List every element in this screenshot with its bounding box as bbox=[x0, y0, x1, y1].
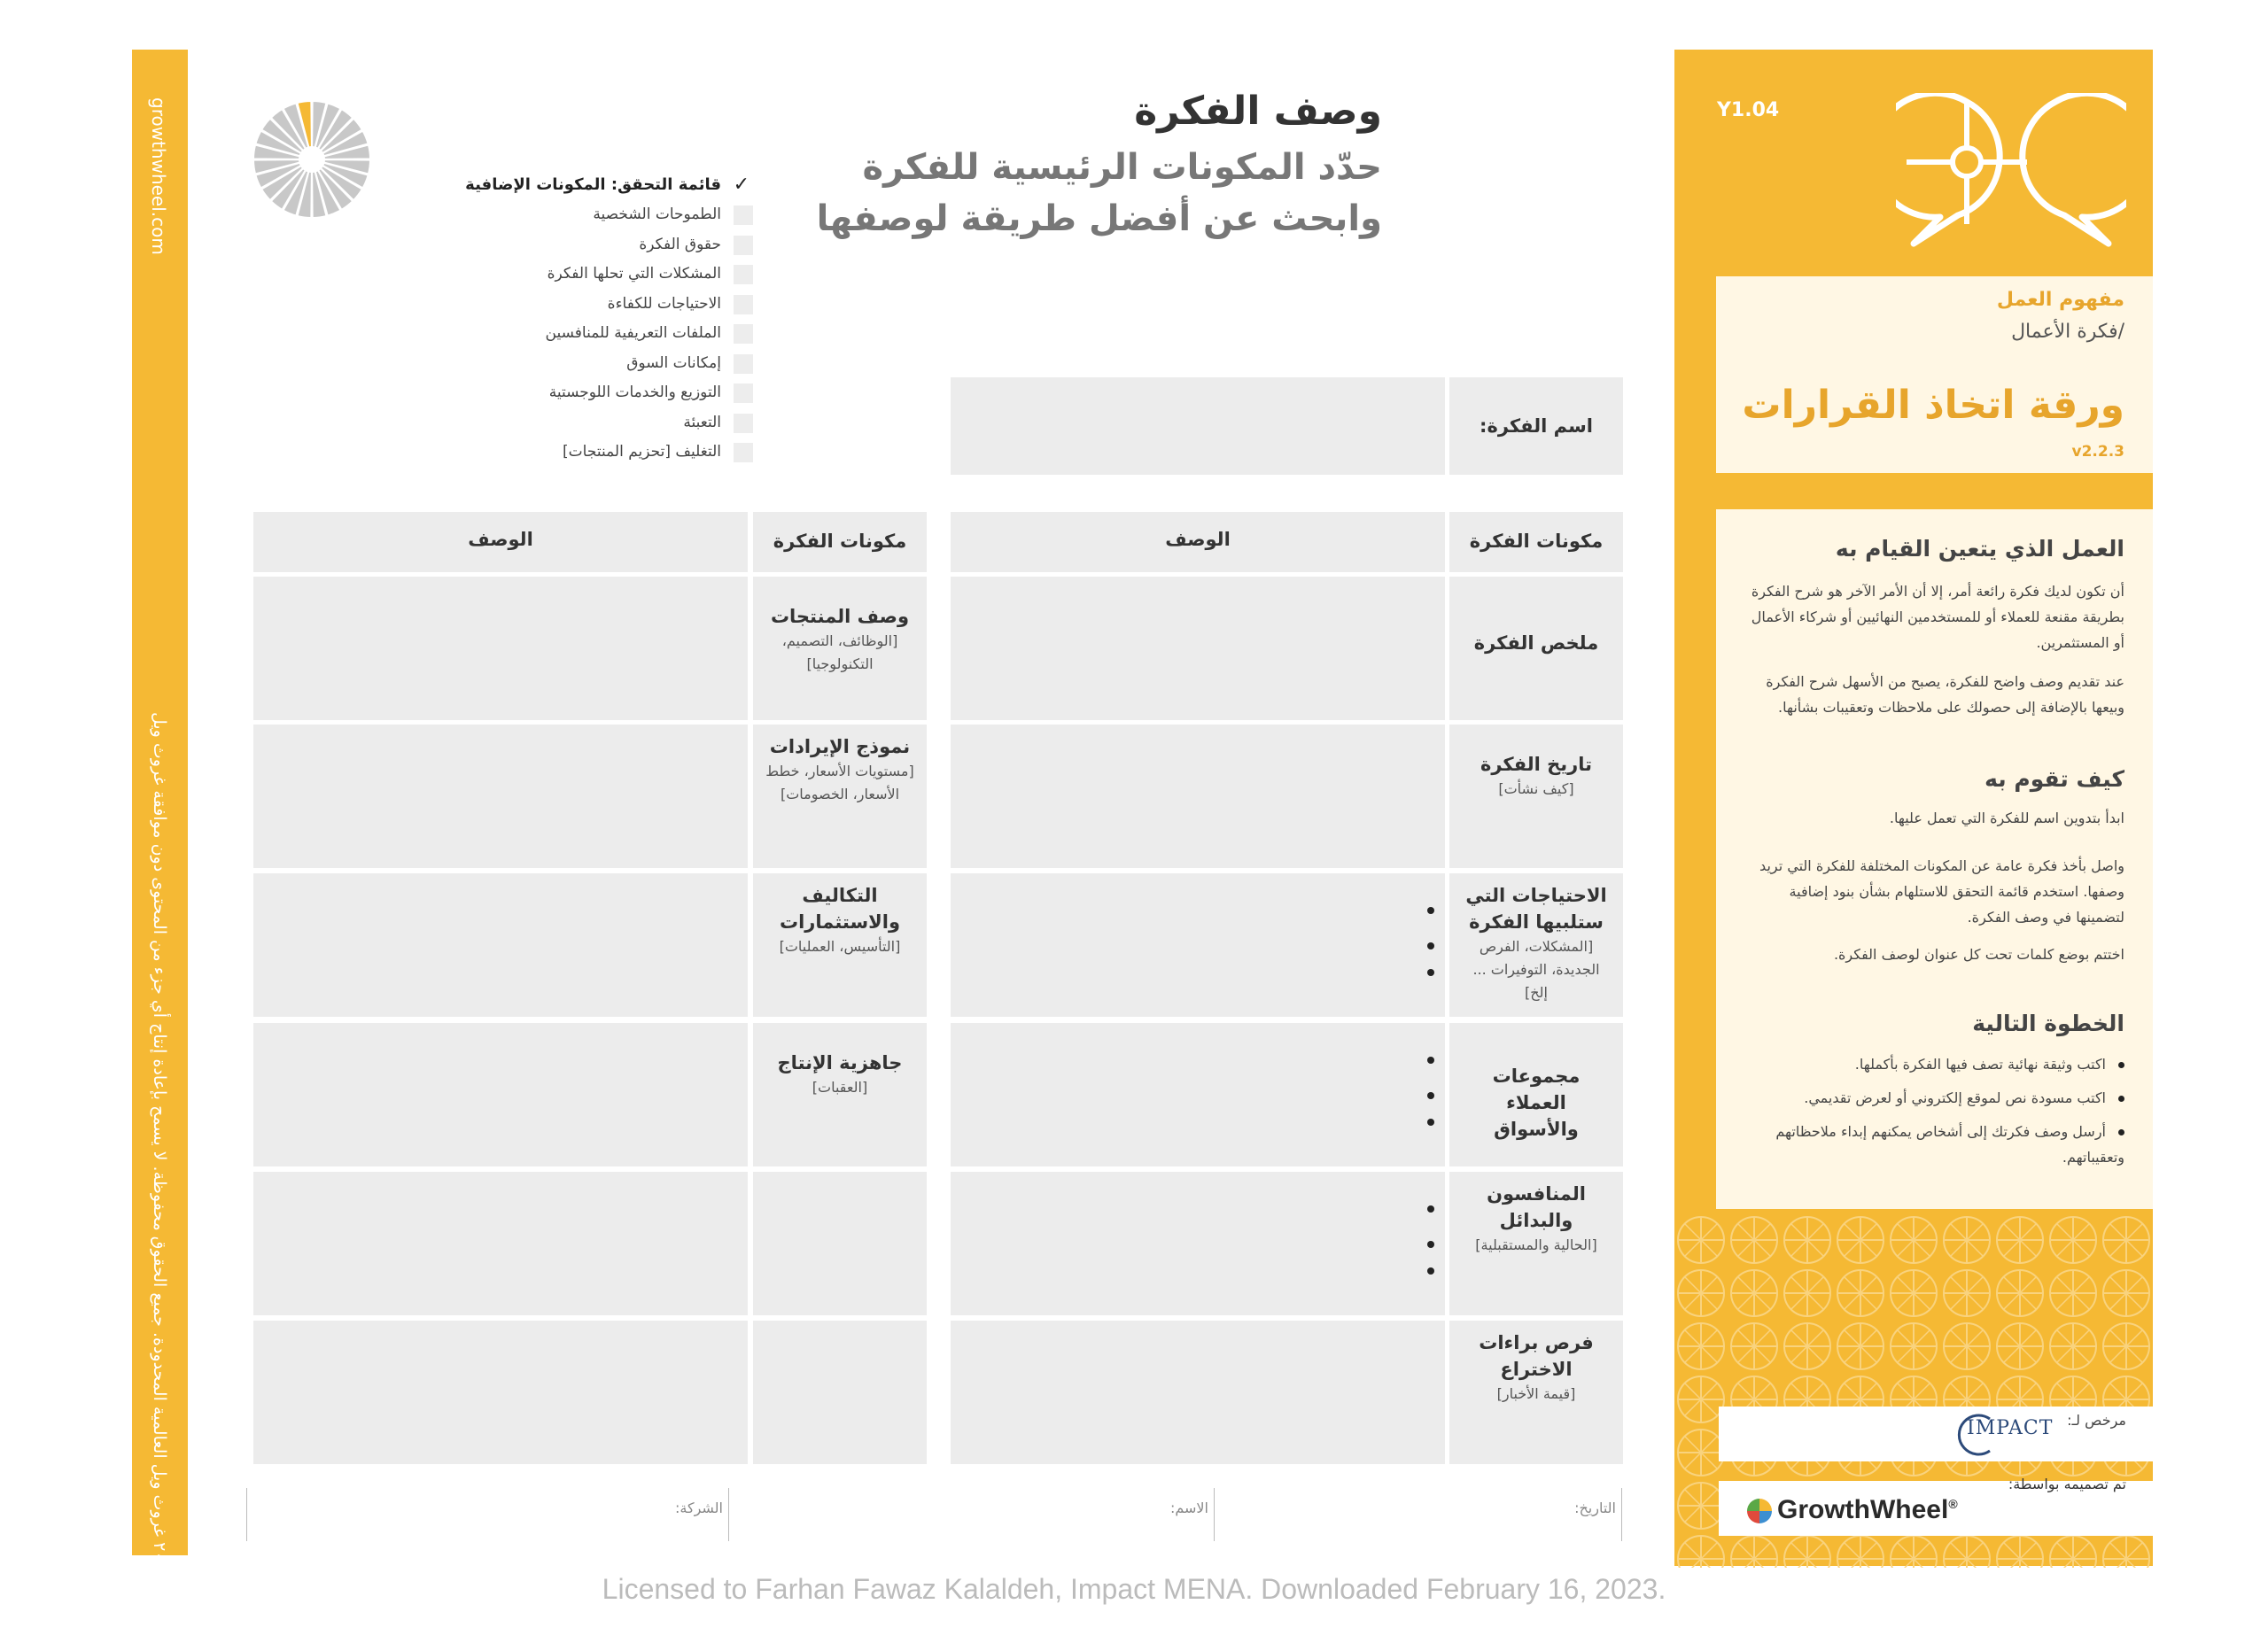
component-title: مجموعات العملاء والأسواق bbox=[1492, 1066, 1581, 1140]
growthwheel-logo bbox=[1777, 1495, 1958, 1525]
component-cell bbox=[1449, 1172, 1623, 1315]
next-step-item bbox=[1744, 1085, 2124, 1111]
description-field[interactable] bbox=[951, 1172, 1445, 1315]
component-label bbox=[753, 733, 927, 806]
checklist-item-label: الاحتياجات للكفاءة bbox=[607, 294, 721, 313]
component-label bbox=[1449, 1181, 1623, 1257]
next-step-heading: الخطوة التالية bbox=[1972, 1011, 2124, 1036]
checklist-item-label: التوزيع والخدمات اللوجستية bbox=[548, 384, 721, 401]
impact-logo: IMPACT bbox=[1967, 1417, 2054, 1439]
checkbox[interactable] bbox=[734, 414, 753, 433]
copyright-text: © ٢٠١٩-٢٠٠٥ غروث ويل العالمية المحدودة. جميع الحقوق محفوظة. لا يسمح بإعادة إنتاج أي جزء من المحتوى دون موافقة غروث ويل bbox=[150, 712, 169, 1643]
category-line-2: /فكرة الأعمال bbox=[2011, 321, 2124, 343]
how-paragraph-1: ابدأ بتدوين اسم للفكرة التي تعمل عليها. bbox=[1889, 810, 2124, 826]
component-title: المنافسون والبدائل bbox=[1487, 1183, 1586, 1231]
growth-wheel-icon bbox=[250, 97, 374, 221]
checklist-item-label: حقوق الفكرة bbox=[639, 235, 721, 253]
checkbox[interactable] bbox=[734, 443, 753, 462]
description-field[interactable] bbox=[951, 577, 1445, 720]
header-component-label: مكونات الفكرة bbox=[1469, 531, 1604, 552]
version-label: v2.2.3 bbox=[2071, 443, 2124, 461]
description-field[interactable] bbox=[253, 725, 748, 868]
sheet-code: Y1.04 bbox=[1717, 99, 1780, 121]
component-cell bbox=[1449, 1023, 1623, 1166]
bullet-point bbox=[2118, 1096, 2124, 1102]
checklist-item[interactable] bbox=[487, 293, 753, 316]
checklist-item[interactable] bbox=[487, 204, 753, 227]
description-field[interactable] bbox=[951, 1321, 1445, 1464]
checklist-item[interactable] bbox=[487, 382, 753, 405]
bullet-point bbox=[1427, 1119, 1434, 1126]
next-step-item bbox=[1744, 1119, 2124, 1170]
name-field[interactable] bbox=[730, 1488, 1212, 1541]
page-title: وصف الفكرة bbox=[1134, 89, 1382, 134]
header-description-label: الوصف bbox=[468, 529, 533, 550]
date-label: التاريخ: bbox=[1574, 1500, 1616, 1516]
subtitle-line-1: حدّد المكونات الرئيسية للفكرة bbox=[862, 147, 1382, 188]
how-paragraph-3: اختتم بوضع كلمات تحت كل عنوان لوصف الفكرة. bbox=[1833, 946, 2124, 963]
bullet-point bbox=[1427, 1057, 1434, 1064]
description-field[interactable] bbox=[951, 873, 1445, 1017]
component-cell bbox=[1449, 577, 1623, 720]
component-subtitle: [مستويات الأسعار، خطط الأسعار، الخصومات] bbox=[765, 763, 914, 802]
description-field[interactable] bbox=[951, 725, 1445, 868]
description-field[interactable] bbox=[951, 1023, 1445, 1166]
job-paragraph-2: عند تقديم وصف واضح للفكرة، يصبح من الأسهل شرح الفكرة وبيعها بالإضافة إلى حصولك على ملاحظات وتعقيبات بشأنها. bbox=[1766, 673, 2124, 716]
company-label: الشركة: bbox=[674, 1500, 723, 1516]
checkbox[interactable] bbox=[734, 354, 753, 374]
component-label bbox=[753, 603, 927, 676]
next-step-text: أرسل وصف فكرتك إلى أشخاص يمكنهم إبداء ملاحظاتهم وتعقيباتهم. bbox=[1775, 1123, 2124, 1166]
designed-label: تم تصميمه بواسطة: bbox=[2008, 1476, 2126, 1492]
description-field[interactable] bbox=[253, 1321, 748, 1464]
component-cell bbox=[753, 1321, 927, 1464]
next-step-item bbox=[1744, 1051, 2124, 1077]
description-field[interactable] bbox=[253, 577, 748, 720]
checklist-item-label: إمكانات السوق bbox=[626, 353, 721, 372]
checklist-title: قائمة التحقق: المكونات الإضافية bbox=[465, 175, 721, 194]
component-subtitle: [التأسيس، العمليات] bbox=[779, 938, 901, 955]
component-label bbox=[1449, 1063, 1623, 1143]
bullet-point bbox=[2118, 1129, 2124, 1135]
designed-by-box bbox=[1719, 1476, 2153, 1536]
sheet-title: ورقة اتخاذ القرارات bbox=[1742, 383, 2124, 428]
component-cell bbox=[1449, 725, 1623, 868]
description-field[interactable] bbox=[253, 1172, 748, 1315]
page-subtitle bbox=[673, 142, 1382, 244]
bullet-point bbox=[1427, 942, 1434, 949]
component-subtitle: [قيمة الأخبار] bbox=[1496, 1385, 1576, 1402]
bullet-point bbox=[1427, 969, 1434, 976]
licensed-label: مرخص لـ: bbox=[2067, 1412, 2126, 1429]
component-label bbox=[753, 1050, 927, 1099]
description-field[interactable] bbox=[253, 1023, 748, 1166]
component-title: جاهزية الإنتاج bbox=[777, 1052, 903, 1073]
header-component-label: مكونات الفكرة bbox=[773, 531, 907, 552]
bullet-point bbox=[1427, 1267, 1434, 1275]
name-label: الاسم: bbox=[1169, 1500, 1208, 1516]
registered-mark: ® bbox=[1948, 1497, 1958, 1511]
checkbox[interactable] bbox=[734, 295, 753, 314]
component-label bbox=[1449, 630, 1623, 656]
company-field[interactable] bbox=[248, 1488, 726, 1541]
checklist-item-label: التعبئة bbox=[683, 413, 721, 431]
footer-divider bbox=[728, 1488, 729, 1541]
table-header-description bbox=[253, 512, 748, 572]
next-step-text: اكتب وثيقة نهائية تصف فيها الفكرة بأكملها. bbox=[1854, 1056, 2106, 1073]
checkbox[interactable] bbox=[734, 384, 753, 403]
table-header-component bbox=[753, 512, 927, 572]
check-mark-icon: ✓ bbox=[733, 174, 750, 196]
footer-divider bbox=[1621, 1488, 1622, 1541]
checklist-item-label: الملفات التعريفية للمنافسين bbox=[545, 324, 721, 342]
speech-bubbles-icon bbox=[1896, 93, 2126, 252]
idea-name-label: اسم الفكرة: bbox=[1480, 415, 1593, 437]
component-title: وصف المنتجات bbox=[770, 606, 910, 627]
component-subtitle: [العقبات] bbox=[812, 1079, 868, 1096]
bullet-point bbox=[1427, 1205, 1434, 1213]
component-cell bbox=[753, 1023, 927, 1166]
component-subtitle: [المشكلات، الفرص الجديدة، التوفيرات ... إلخ] bbox=[1472, 938, 1600, 1001]
component-title: نموذج الإيرادات bbox=[769, 736, 911, 757]
how-paragraph-2: واصل بأخذ فكرة عامة عن المكونات المختلفة للفكرة التي تريد وصفها. استخدم قائمة التحقق للاستلهام بشأن بنود إضافية لتضمينها في وصف الفكرة. bbox=[1759, 857, 2124, 926]
checklist-item-label: الطموحات الشخصية bbox=[593, 205, 721, 223]
component-subtitle: [الوظائف، التصميم، التكنولوجيا] bbox=[781, 632, 898, 672]
checklist-item[interactable] bbox=[487, 322, 753, 345]
table-header-component bbox=[1449, 512, 1623, 572]
footer-divider bbox=[246, 1488, 247, 1541]
component-cell bbox=[753, 873, 927, 1017]
checklist-item[interactable] bbox=[487, 263, 753, 286]
next-step-text: اكتب مسودة نص لموقع إلكتروني أو لعرض تقديمي. bbox=[1804, 1089, 2106, 1106]
component-title: ملخص الفكرة bbox=[1473, 632, 1599, 654]
job-paragraph-1: أن تكون لديك فكرة رائعة أمر، إلا أن الأمر الآخر هو شرح الفكرة بطريقة مقنعة للعملاء أو للمستخدمين النهائيين أو شركاء الأعمال أو المستثمرين. bbox=[1751, 583, 2124, 651]
date-field[interactable] bbox=[1216, 1488, 1619, 1541]
website-text: growthwheel.com bbox=[148, 97, 169, 255]
checklist-title-row bbox=[465, 174, 753, 197]
job-heading: العمل الذي يتعين القيام به bbox=[1835, 536, 2124, 562]
checkbox[interactable] bbox=[734, 205, 753, 225]
checklist-item[interactable] bbox=[487, 353, 753, 376]
concept-box bbox=[1716, 276, 2153, 473]
component-title: فرص براءات الاختراع bbox=[1479, 1332, 1594, 1380]
bullet-point bbox=[1427, 1241, 1434, 1248]
idea-name-label-cell bbox=[1449, 377, 1623, 475]
checkbox[interactable] bbox=[734, 265, 753, 284]
footer-divider bbox=[1214, 1488, 1215, 1541]
component-label bbox=[1449, 1329, 1623, 1406]
left-side-strip bbox=[132, 50, 188, 1643]
component-label bbox=[753, 882, 927, 958]
licensed-box bbox=[1719, 1407, 2153, 1461]
component-subtitle: [كيف نشأت] bbox=[1498, 780, 1574, 797]
component-title: الاحتياجات التي ستلبيها الفكرة bbox=[1465, 885, 1607, 933]
component-label bbox=[1449, 751, 1623, 801]
component-cell bbox=[753, 577, 927, 720]
growthwheel-logo-text: GrowthWheel bbox=[1777, 1495, 1949, 1524]
checklist-item[interactable] bbox=[487, 441, 753, 464]
checkbox[interactable] bbox=[734, 236, 753, 255]
component-title: تاريخ الفكرة bbox=[1480, 754, 1593, 775]
table-header-description bbox=[951, 512, 1445, 572]
component-label bbox=[1449, 882, 1623, 1004]
checklist-item-label: التغليف [تحزيم المنتجات] bbox=[563, 443, 721, 461]
subtitle-line-2: وابحث عن أفضل طريقة لوصفها bbox=[816, 198, 1382, 239]
checkbox[interactable] bbox=[734, 324, 753, 344]
component-cell bbox=[753, 1172, 927, 1315]
component-cell bbox=[753, 725, 927, 868]
category-line-1: مفهوم العمل bbox=[1996, 289, 2124, 311]
component-title: التكاليف والاستثمارات bbox=[779, 885, 901, 933]
idea-name-field[interactable] bbox=[951, 377, 1445, 475]
checklist-item[interactable] bbox=[487, 412, 753, 435]
impact-logo-arc-icon bbox=[1954, 1412, 1999, 1456]
component-cell bbox=[1449, 1321, 1623, 1464]
component-subtitle: [الحالية والمستقبلية] bbox=[1475, 1236, 1597, 1253]
how-heading: كيف تقوم به bbox=[1984, 766, 2124, 792]
bullet-point bbox=[1427, 1092, 1434, 1099]
component-cell bbox=[1449, 873, 1623, 1017]
description-field[interactable] bbox=[253, 873, 748, 1017]
bullet-point bbox=[2118, 1062, 2124, 1068]
instructions-box bbox=[1716, 509, 2153, 1209]
checklist-item-label: المشكلات التي تحلها الفكرة bbox=[547, 265, 721, 283]
header-description-label: الوصف bbox=[1165, 529, 1231, 550]
bullet-point bbox=[1427, 907, 1434, 914]
checklist-item[interactable] bbox=[487, 234, 753, 257]
growthwheel-logo-icon bbox=[1745, 1497, 1774, 1525]
license-notice: Licensed to Farhan Fawaz Kalaldeh, Impact MENA. Downloaded February 16, 2023. bbox=[602, 1573, 1666, 1605]
